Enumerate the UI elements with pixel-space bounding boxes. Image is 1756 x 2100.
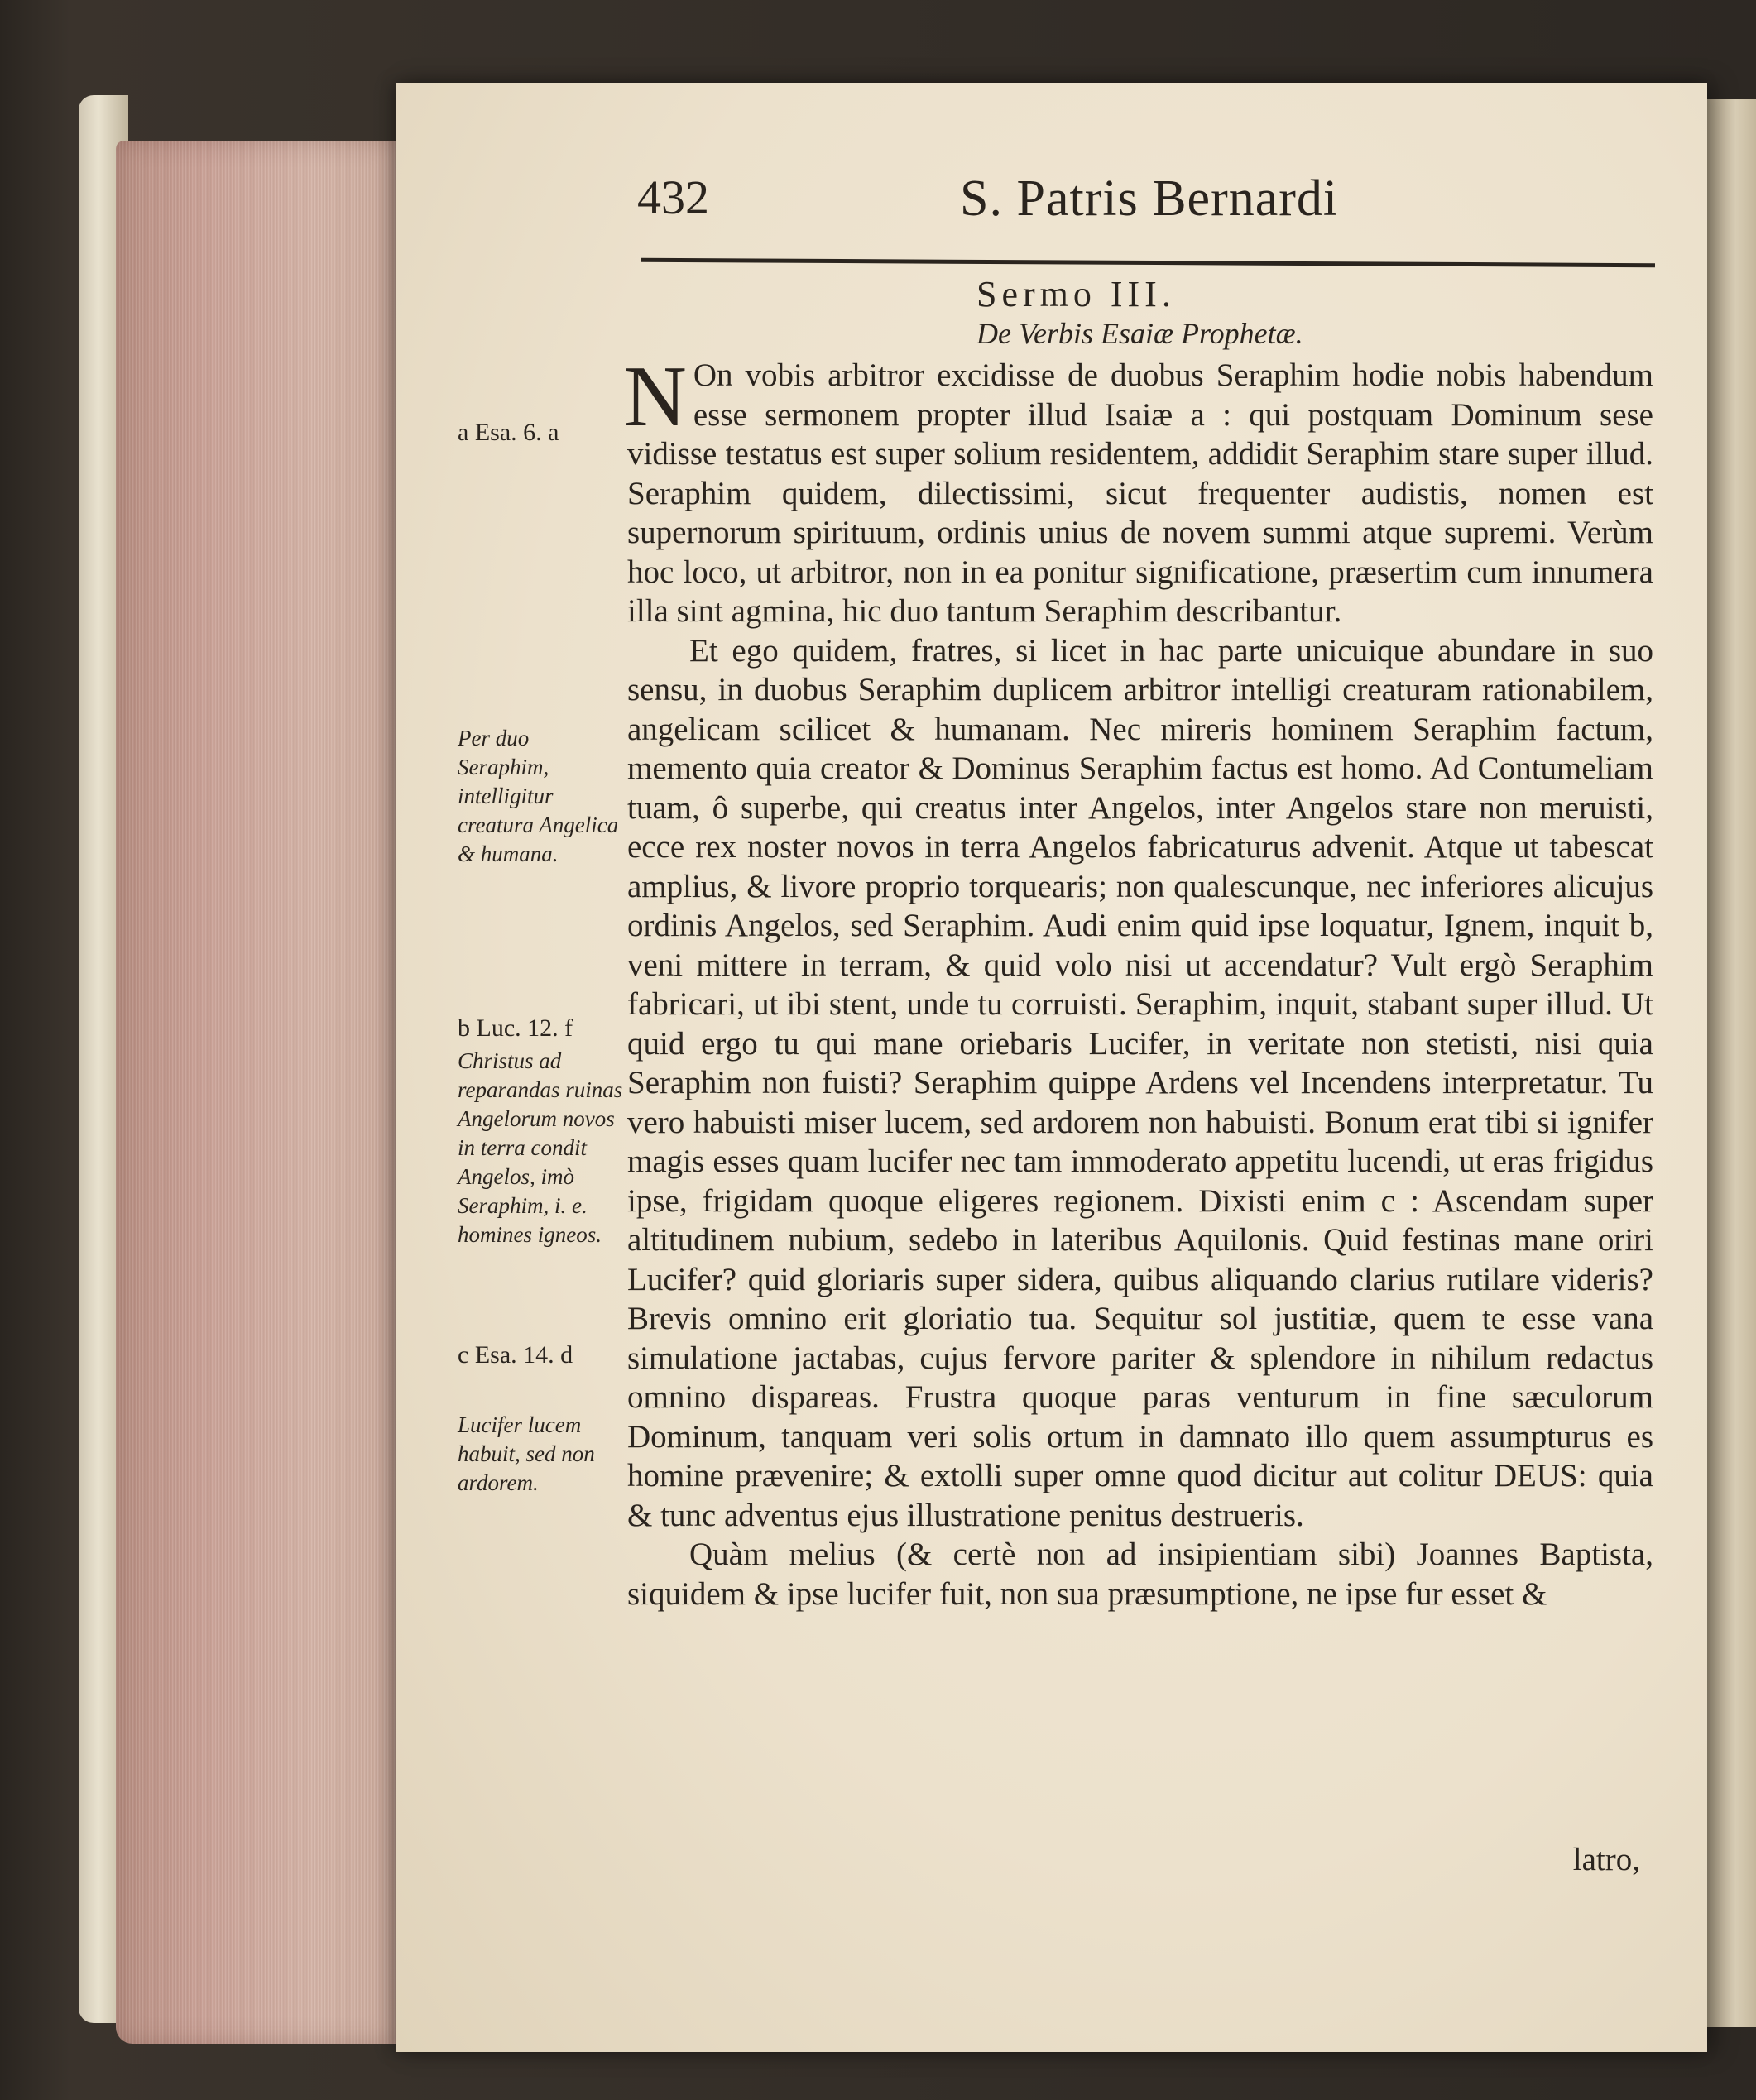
paragraph-3: Quàm melius (& certè non ad insipientiam sibi) Joannes Baptista, siquidem & ipse lucifer fuit, non sua præsumptione, ne ipse fur esset & <box>627 1537 1653 1612</box>
sermon-subtitle: De Verbis Esaiæ Prophetæ. <box>976 317 1303 350</box>
margin-note-ref-a: a Esa. 6. a <box>458 419 559 446</box>
margin-note-lucifer: Lucifer lucem habuit, sed non ardorem. <box>458 1412 595 1495</box>
page-number: 432 <box>637 170 709 224</box>
adjacent-page-edge <box>1705 99 1756 2027</box>
page-edges-block <box>116 141 397 2044</box>
paragraph-1 <box>624 348 1653 631</box>
paragraph-2: Et ego quidem, fratres, si licet in hac parte unicuique abundare in suo sensu, in duobus Seraphim duplicem arbitror intelligi creaturam rationabilem, angelicam scilicet & humanam. Nec mireris hominem Seraphim factum, memento quia creator & Dominus Seraphim factus est homo. Ad Contumeliam tuam, ô superbe, qui creatus inter Angelos, inter Angelos stare non meruisti, ecce rex noster novos in terra Angelos fabricaturus advenit. Atque ut tabescat amplius, & livore proprio torquearis; non qualescunque, nec inferiores alicujus ordinis Angelos, sed Seraphim. Audi enim quid ipse loquatur, Ignem, inquit b, veni mittere in terram, & quid volo nisi ut accendatur? Vult ergò Seraphim fabricari, ut ibi stent, unde tu corruisti. Seraphim, inquit, stabant super illud. Ut quid ergo tu qui mane oriebaris Lucifer, in veritate non stetisti, nisi quia Seraphim non fuisti? Seraphim quippe Ardens vel Incendens interpretatur. Tu vero habuisti miser lucem, sed ardorem non habuisti. Bonum erat tibi si ignifer magis esses quam lucifer nec tam immoderato appetitu lucendi, ut eras frigidus ipse, frigidam quoque eligeres regionem. Dixisti enim c : Ascendam super altitudinem nubium, sedebo in lateribus Aquilonis. Quid festinas mane oriri Lucifer? quid gloriaris super sidera, quibus aliquando clarius rutilare videris? Brevis omnino erit gloriatio tua. Sequitur sol justitiæ, quem te esse vana simulatione jactabas, cujus fervore pariter & splendore in nihilum redactus omnino dispareas. Frustra quoque paras venturum in fine sæculorum Dominum, tanquam veri solis ortum in damnato illo quem assumpturus es homine prævenire; & extolli super omne quod dicitur aut colitur DEUS: quia & tunc adventus ejus illustratione penitus destrueris. <box>627 632 1653 1533</box>
drop-cap: N <box>624 348 687 444</box>
margin-note-ref-b: b Luc. 12. f <box>458 1014 573 1042</box>
margin-note-ref-c: c Esa. 14. d <box>458 1341 573 1369</box>
catchword: latro, <box>1572 1842 1640 1877</box>
margin-note-christus: Christus ad reparandas ruinas Angelorum novos in terra condit Angelos, imò Seraphim, i. e. homines igneos. <box>458 1048 623 1247</box>
sermon-title: Sermo III. <box>976 274 1176 314</box>
running-head <box>637 170 1672 244</box>
sermon-body-text <box>624 348 1653 1613</box>
running-title: S. Patris Bernardi <box>960 170 1339 227</box>
paragraph-1-text: On vobis arbitror excidisse de duobus Seraphim hodie nobis habendum esse sermonem propter illud Isaiæ a : qui postquam Dominum sese vidisse testatus est super solium residentem, addidit Seraphim stare super illud. Seraphim quidem, dilectissimi, sicut frequenter audistis, nomen est supernorum spirituum, ordinis unius de novem summi atque supremi. Verùm hoc loco, ut arbitror, non in ea ponitur significatione, præsertim cum innumera illa sint agmina, hic duo tantum Seraphim describantur. <box>627 357 1653 629</box>
margin-note-seraphim: Per duo Seraphim, intelligitur creatura Angelica & humana. <box>458 726 619 866</box>
